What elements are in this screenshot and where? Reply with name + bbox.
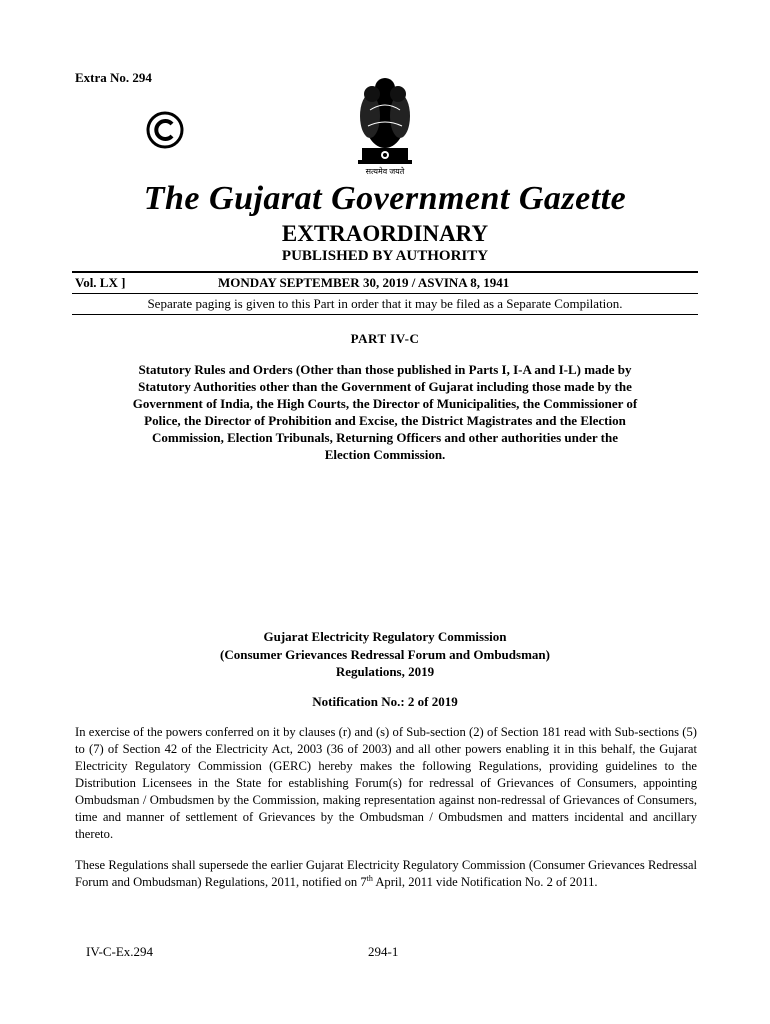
extra-number: Extra No. 294	[75, 70, 152, 85]
emblem-motto: सत्यमेव जयते	[365, 167, 405, 176]
national-emblem-icon	[340, 70, 430, 180]
extraordinary-heading: EXTRAORDINARY	[281, 221, 489, 246]
footer-reference: IV-C-Ex.294	[86, 944, 154, 959]
regulation-heading	[130, 628, 640, 681]
separate-paging-note: Separate paging is given to this Part in order that it may be filed as a Separate Compilation.	[147, 296, 623, 311]
paragraph-supersede	[75, 857, 697, 891]
page-number: 294-1	[368, 944, 399, 959]
divider-top	[72, 271, 698, 273]
published-by-authority: PUBLISHED BY AUTHORITY	[281, 248, 489, 264]
regulation-heading-line3: Regulations, 2019	[335, 664, 435, 679]
part-description: Statutory Rules and Orders (Other than those published in Parts I, I-A and I-L) made by Statutory Authorities other than the Government of Gujarat including those made by the Government of India, the High Courts, the Director of Municipalities, the Commissioner of Police, the Director of Prohibition and Excise, the District Magistrates and the Election Commission, Election Tribunals, Returning Officers and other authorities under the Election Commission.	[132, 362, 638, 462]
gazette-title: The Gujarat Government Gazette	[143, 180, 627, 217]
notification-number: Notification No.: 2 of 2019	[312, 694, 458, 709]
divider-middle	[72, 293, 698, 294]
paragraph-enactment: In exercise of the powers conferred on it by clauses (r) and (s) of Sub-section (2) of Section 181 read with Sub-sections (5) to (7) of Section 42 of the Electricity Act, 2003 (36 of 2003) and all other powers enabling it in this behalf, the Gujarat Electricity Regulatory Commission (GERC) hereby makes the following Regulations, providing guidelines to the Distribution Licensees in the State for establishing Forum(s) for redressal of Grievances of Consumers, appointing Ombudsman / Ombudsmen by the Commission, making representation against non-redressal of Grievances of Consumers, time and manner of settlement of Grievances by the Ombudsman / Ombudsmen and matters incidental and ancillary thereto.	[75, 725, 697, 841]
regulation-heading-line2: (Consumer Grievances Redressal Forum and Ombudsman)	[220, 646, 550, 662]
volume-label: Vol. LX ]	[75, 275, 126, 290]
copyright-icon	[145, 110, 185, 150]
ordinal-suffix: th	[366, 873, 373, 883]
part-title: PART IV-C	[350, 331, 420, 346]
issue-date: MONDAY SEPTEMBER 30, 2019 / ASVINA 8, 1941	[218, 275, 510, 290]
paragraph-supersede-part2: April, 2011 vide Notification No. 2 of 2011.	[372, 875, 598, 889]
regulation-heading-line1: Gujarat Electricity Regulatory Commission	[263, 629, 507, 644]
paragraph-supersede-part1: These Regulations shall supersede the earlier Gujarat Electricity Regulatory Commission (Consumer Grievances Redressal Forum and Ombudsman) Regulations, 2011, notified on 7	[75, 858, 697, 889]
divider-bottom	[72, 314, 698, 315]
